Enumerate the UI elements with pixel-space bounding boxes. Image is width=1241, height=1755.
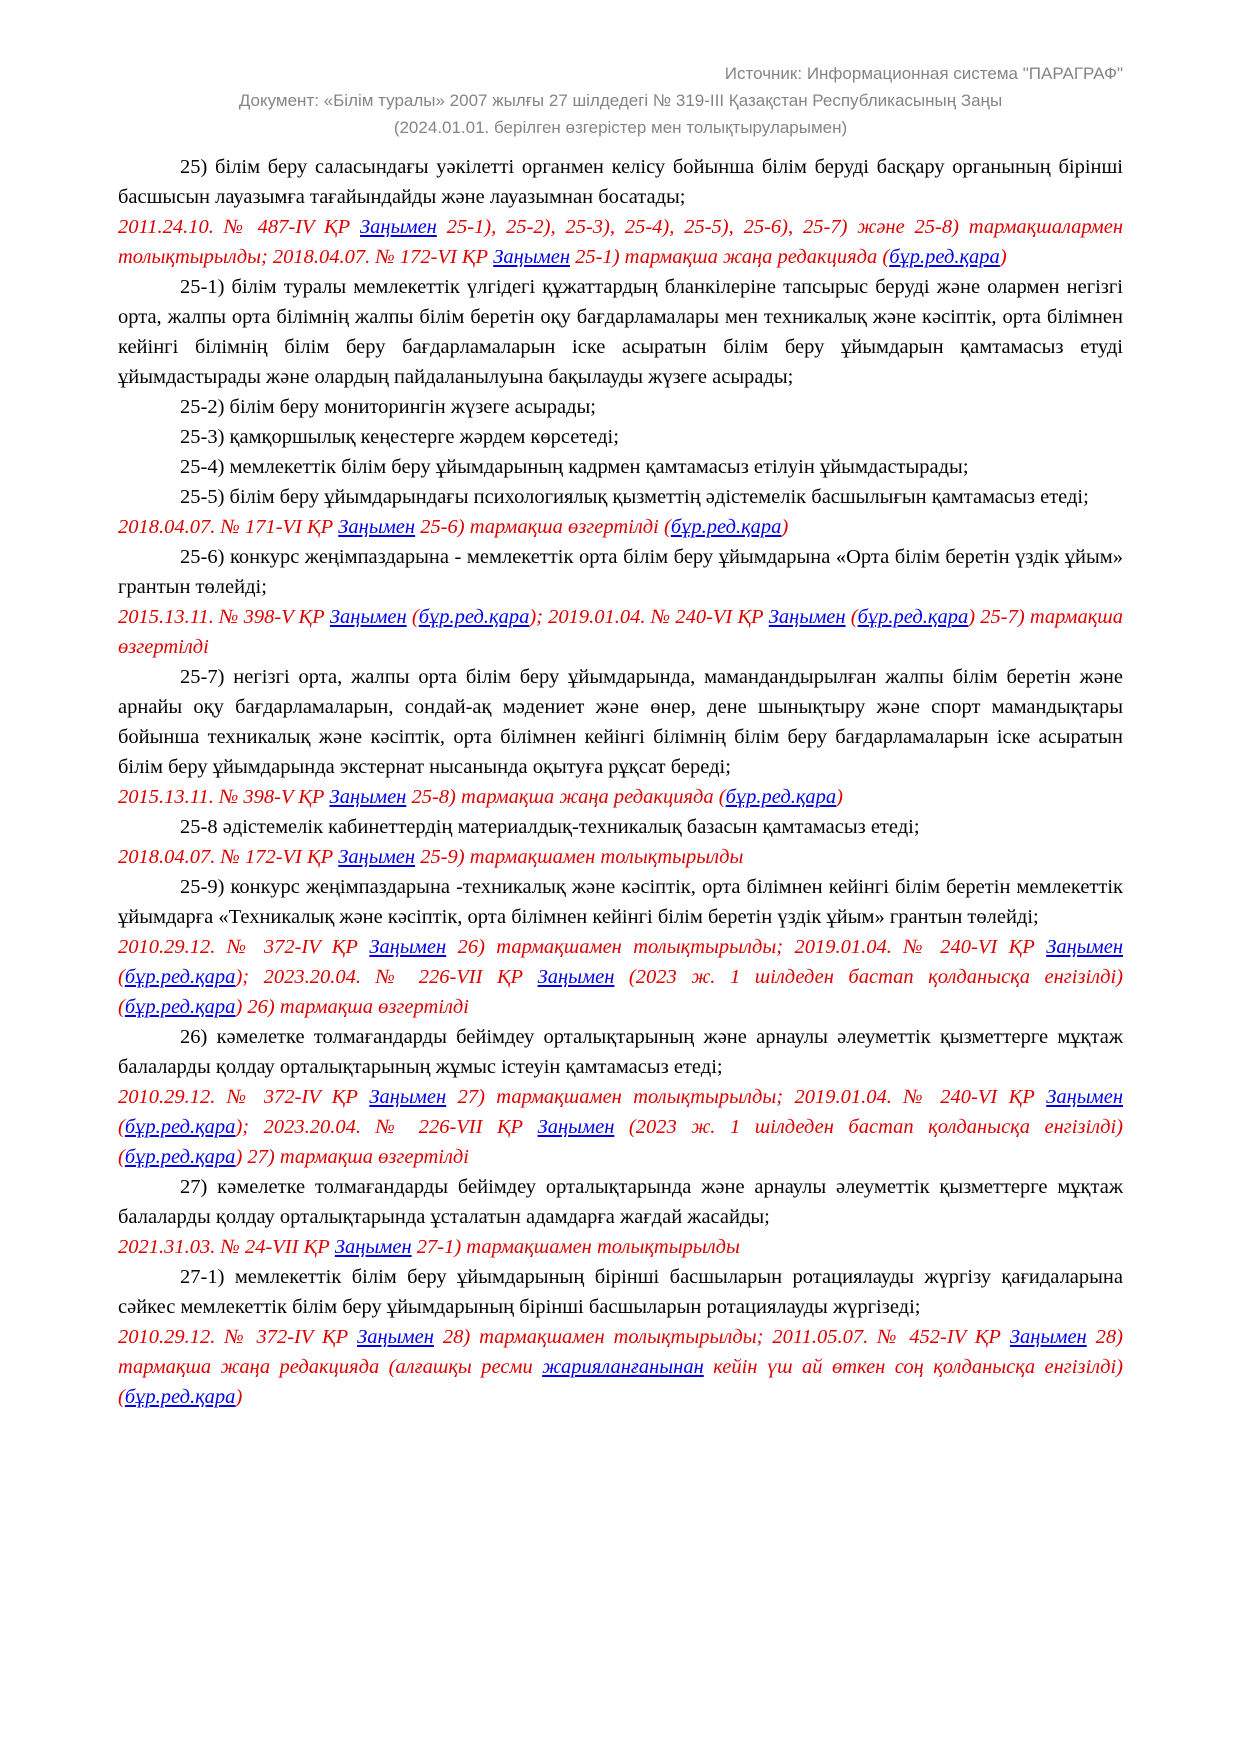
text-run: 27-1) тармақшамен толықтырылды <box>411 1236 740 1258</box>
text-run: 25) білім беру саласындағы уәкілетті органмен келісу бойынша білім беруді басқару органының бірінші басшысын лауазымға тағайындайды және лауазымнан босатады; <box>118 156 1123 208</box>
prev-edition-link[interactable]: бұр.ред.қара <box>725 786 837 808</box>
body-paragraph <box>118 1172 1123 1232</box>
text-run: 25-1) білім туралы мемлекеттік үлгідегі құжаттардың бланкілеріне тапсырыс беруді және олармен негізгі орта, жалпы орта білімнің жалпы білім беретін оқу бағдарламалары мен техникалық және кәсіптік, орта білімнен кейінгі білімнің білім беру бағдарламаларын іске асыратын білім беру ұйымдарын қамтамасыз етуді ұйымдастырады және олардың пайдаланылуына бақылауды жүзеге асырады; <box>118 276 1123 388</box>
publication-link[interactable]: жарияланғанынан <box>542 1356 704 1378</box>
body-paragraph <box>118 152 1123 212</box>
text-run: 26) кәмелетке толмағандарды бейімдеу орталықтарының және арнаулы әлеуметтік қызметтерге мұқтаж балаларды қолдау орталықтарының жұмыс істеуін қамтамасыз етеді; <box>118 1026 1123 1078</box>
amendment-note <box>118 602 1123 662</box>
text-run: кейін үш ай өткен соң қолданысқа енгізілді) ( <box>118 1356 1123 1408</box>
text-run: (2023 ж. 1 шілдеден бастап қолданысқа енгізілді) ( <box>118 1116 1123 1168</box>
body-paragraph <box>118 482 1123 512</box>
text-run: 25-4) мемлекеттік білім беру ұйымдарының кадрмен қамтамасыз етілуін ұйымдастырады; <box>180 456 969 478</box>
text-run: 2015.13.11. № 398-V ҚР <box>118 606 330 628</box>
amendment-note <box>118 1082 1123 1172</box>
law-link[interactable]: Заңымен <box>1046 1086 1123 1108</box>
text-run: 2010.29.12. № 372-IV ҚР <box>118 1086 370 1108</box>
text-run: 25-1) тармақша жаңа редакцияда ( <box>570 246 890 268</box>
text-run: 27-1) мемлекеттік білім беру ұйымдарының бірінші басшыларын ротациялауды жүргізу қағидаларына сәйкес мемлекеттік білім беру ұйымдарының бірінші басшыларын ротациялауды жүргізеді; <box>118 1266 1123 1318</box>
text-run: 25-5) білім беру ұйымдарындағы психологиялық қызметтің әдістемелік басшылығын қамтамасыз етеді; <box>180 486 1089 508</box>
text-run: 2021.31.03. № 24-VII ҚР <box>118 1236 335 1258</box>
text-run: 2018.04.07. № 172-VI ҚР <box>118 846 339 868</box>
body-paragraph <box>118 392 1123 422</box>
text-run: ) <box>781 516 789 538</box>
prev-edition-link[interactable]: бұр.ред.қара <box>124 1386 236 1408</box>
law-link[interactable]: Заңымен <box>329 606 407 628</box>
text-run: 27) тармақшамен толықтырылды; 2019.01.04. № 240-VI ҚР <box>446 1086 1047 1108</box>
text-run: 25-7) негізгі орта, жалпы орта білім беру ұйымдарында, мамандандырылған жалпы білім беретін және арнайы оқу бағдарламаларын, сондай-ақ мәдениет және өнер, дене шынықтыру және спорт мамандықтары бойынша техникалық және кәсіптік, орта білімнен кейінгі білімнің білім беру бағдарламаларын іске асыратын білім беру ұйымдарында экстернат нысанында оқытуға рұқсат береді; <box>118 666 1123 778</box>
text-run: ( <box>118 1116 125 1138</box>
body-paragraph <box>118 812 1123 842</box>
prev-edition-link[interactable]: бұр.ред.қара <box>889 246 1000 268</box>
amendment-note <box>118 212 1123 272</box>
amendment-note <box>118 782 1123 812</box>
body-paragraph <box>118 422 1123 452</box>
source-label: Источник: Информационная система "ПАРАГРАФ" <box>724 64 1123 83</box>
body-paragraph <box>118 1262 1123 1322</box>
text-run: 25-8) тармақша жаңа редакцияда ( <box>406 786 726 808</box>
document-title: Документ: «Білім туралы» 2007 жылғы 27 шілдедегі № 319-III Қазақстан Республикасының Заңы <box>238 91 1003 110</box>
text-run: 25-9) тармақшамен толықтырылды <box>415 846 744 868</box>
text-run: 25-6) тармақша өзгертілді ( <box>415 516 671 538</box>
law-link[interactable]: Заңымен <box>768 606 846 628</box>
law-link[interactable]: Заңымен <box>1009 1326 1087 1348</box>
text-run: ) <box>836 786 843 808</box>
amendment-note <box>118 1232 1123 1262</box>
law-link[interactable]: Заңымен <box>357 1326 434 1348</box>
text-run: ) <box>999 246 1007 268</box>
prev-edition-link[interactable]: бұр.ред.қара <box>124 1146 236 1168</box>
text-run: ) 26) тармақша өзгертілді <box>235 996 469 1018</box>
text-run: 25-9) конкурс жеңімпаздарына -техникалық және кәсіптік, орта білімнен кейінгі білім беретін мемлекеттік ұйымдарға «Техникалық және кәсіптік, орта білімнен кейінгі білім беретін үздік ұйым» грантын төлейді; <box>118 876 1123 928</box>
text-run: 28) тармақша жаңа редакцияда (алғашқы ресми <box>118 1326 1124 1378</box>
prev-edition-link[interactable]: бұр.ред.қара <box>670 516 782 538</box>
body-paragraph <box>118 1022 1123 1082</box>
prev-edition-link[interactable]: бұр.ред.қара <box>857 606 969 628</box>
law-link[interactable]: Заңымен <box>338 516 416 538</box>
body-paragraph <box>118 452 1123 482</box>
law-link[interactable]: Заңымен <box>369 1086 447 1108</box>
law-link[interactable]: Заңымен <box>537 966 615 988</box>
body-paragraph <box>118 662 1123 782</box>
text-run: 26) тармақшамен толықтырылды; 2019.01.04. № 240-VI ҚР <box>446 936 1047 958</box>
prev-edition-link[interactable]: бұр.ред.қара <box>124 996 236 1018</box>
law-link[interactable]: Заңымен <box>493 246 570 268</box>
law-link[interactable]: Заңымен <box>329 786 407 808</box>
text-run: ( <box>118 966 125 988</box>
text-run: ( <box>406 606 419 628</box>
text-run: 27) кәмелетке толмағандарды бейімдеу орталықтарында және арнаулы әлеуметтік қызметтерге мұқтаж балаларды қолдау орталықтарында ұсталатын адамдарға жағдай жасайды; <box>118 1176 1123 1228</box>
text-run: 25-1), 25-2), 25-3), 25-4), 25-5), 25-6), 25-7) және 25-8) тармақшалармен толықтырылды; 2018.04.07. № 172-VI ҚР <box>118 216 1123 268</box>
law-link[interactable]: Заңымен <box>360 216 437 238</box>
text-run: ); 2023.20.04. № 226-VII ҚР <box>235 966 538 988</box>
law-link[interactable]: Заңымен <box>537 1116 615 1138</box>
text-run: (2023 ж. 1 шілдеден бастап қолданысқа енгізілді) ( <box>118 966 1123 1018</box>
law-link[interactable]: Заңымен <box>1046 936 1123 958</box>
text-run: 2011.24.10. № 487-IV ҚР <box>118 216 361 238</box>
text-run: ) 27) тармақша өзгертілді <box>235 1146 469 1168</box>
text-run: 2010.29.12. № 372-IV ҚР <box>118 1326 358 1348</box>
text-run: 25-6) конкурс жеңімпаздарына - мемлекеттік орта білім беру ұйымдарына «Орта білім беретін үздік ұйым» грантын төлейді; <box>118 546 1123 598</box>
document-body <box>118 152 1123 1412</box>
law-link[interactable]: Заңымен <box>369 936 447 958</box>
text-run: ( <box>845 606 858 628</box>
law-link[interactable]: Заңымен <box>338 846 416 868</box>
text-run: 25-3) қамқоршылық кеңестерге жәрдем көрсетеді; <box>180 426 619 448</box>
amendment-note <box>118 1322 1123 1412</box>
law-link[interactable]: Заңымен <box>334 1236 412 1258</box>
text-run: 28) тармақшамен толықтырылды; 2011.05.07. № 452-IV ҚР <box>433 1326 1010 1348</box>
prev-edition-link[interactable]: бұр.ред.қара <box>124 966 236 988</box>
document-header <box>118 60 1123 141</box>
text-run: ) 25-7) тармақша өзгертілді <box>118 606 1124 658</box>
amendment-note <box>118 932 1123 1022</box>
text-run: ); 2019.01.04. № 240-VI ҚР <box>529 606 769 628</box>
amendment-note <box>118 842 1123 872</box>
text-run: 2015.13.11. № 398-V ҚР <box>118 786 330 808</box>
text-run: ); 2023.20.04. № 226-VII ҚР <box>235 1116 538 1138</box>
prev-edition-link[interactable]: бұр.ред.қара <box>124 1116 236 1138</box>
body-paragraph <box>118 542 1123 602</box>
body-paragraph <box>118 872 1123 932</box>
revision-note: (2024.01.01. берілген өзгерістер мен толықтыруларымен) <box>393 118 848 137</box>
body-paragraph <box>118 272 1123 392</box>
text-run: 2018.04.07. № 171-VI ҚР <box>118 516 339 538</box>
text-run: 25-2) білім беру мониторингін жүзеге асырады; <box>180 396 596 418</box>
text-run: 2010.29.12. № 372-IV ҚР <box>118 936 370 958</box>
text-run: ) <box>235 1386 243 1408</box>
text-run: 25-8 әдістемелік кабинеттердің материалдық-техникалық базасын қамтамасыз етеді; <box>180 816 920 838</box>
amendment-note <box>118 512 1123 542</box>
prev-edition-link[interactable]: бұр.ред.қара <box>418 606 530 628</box>
